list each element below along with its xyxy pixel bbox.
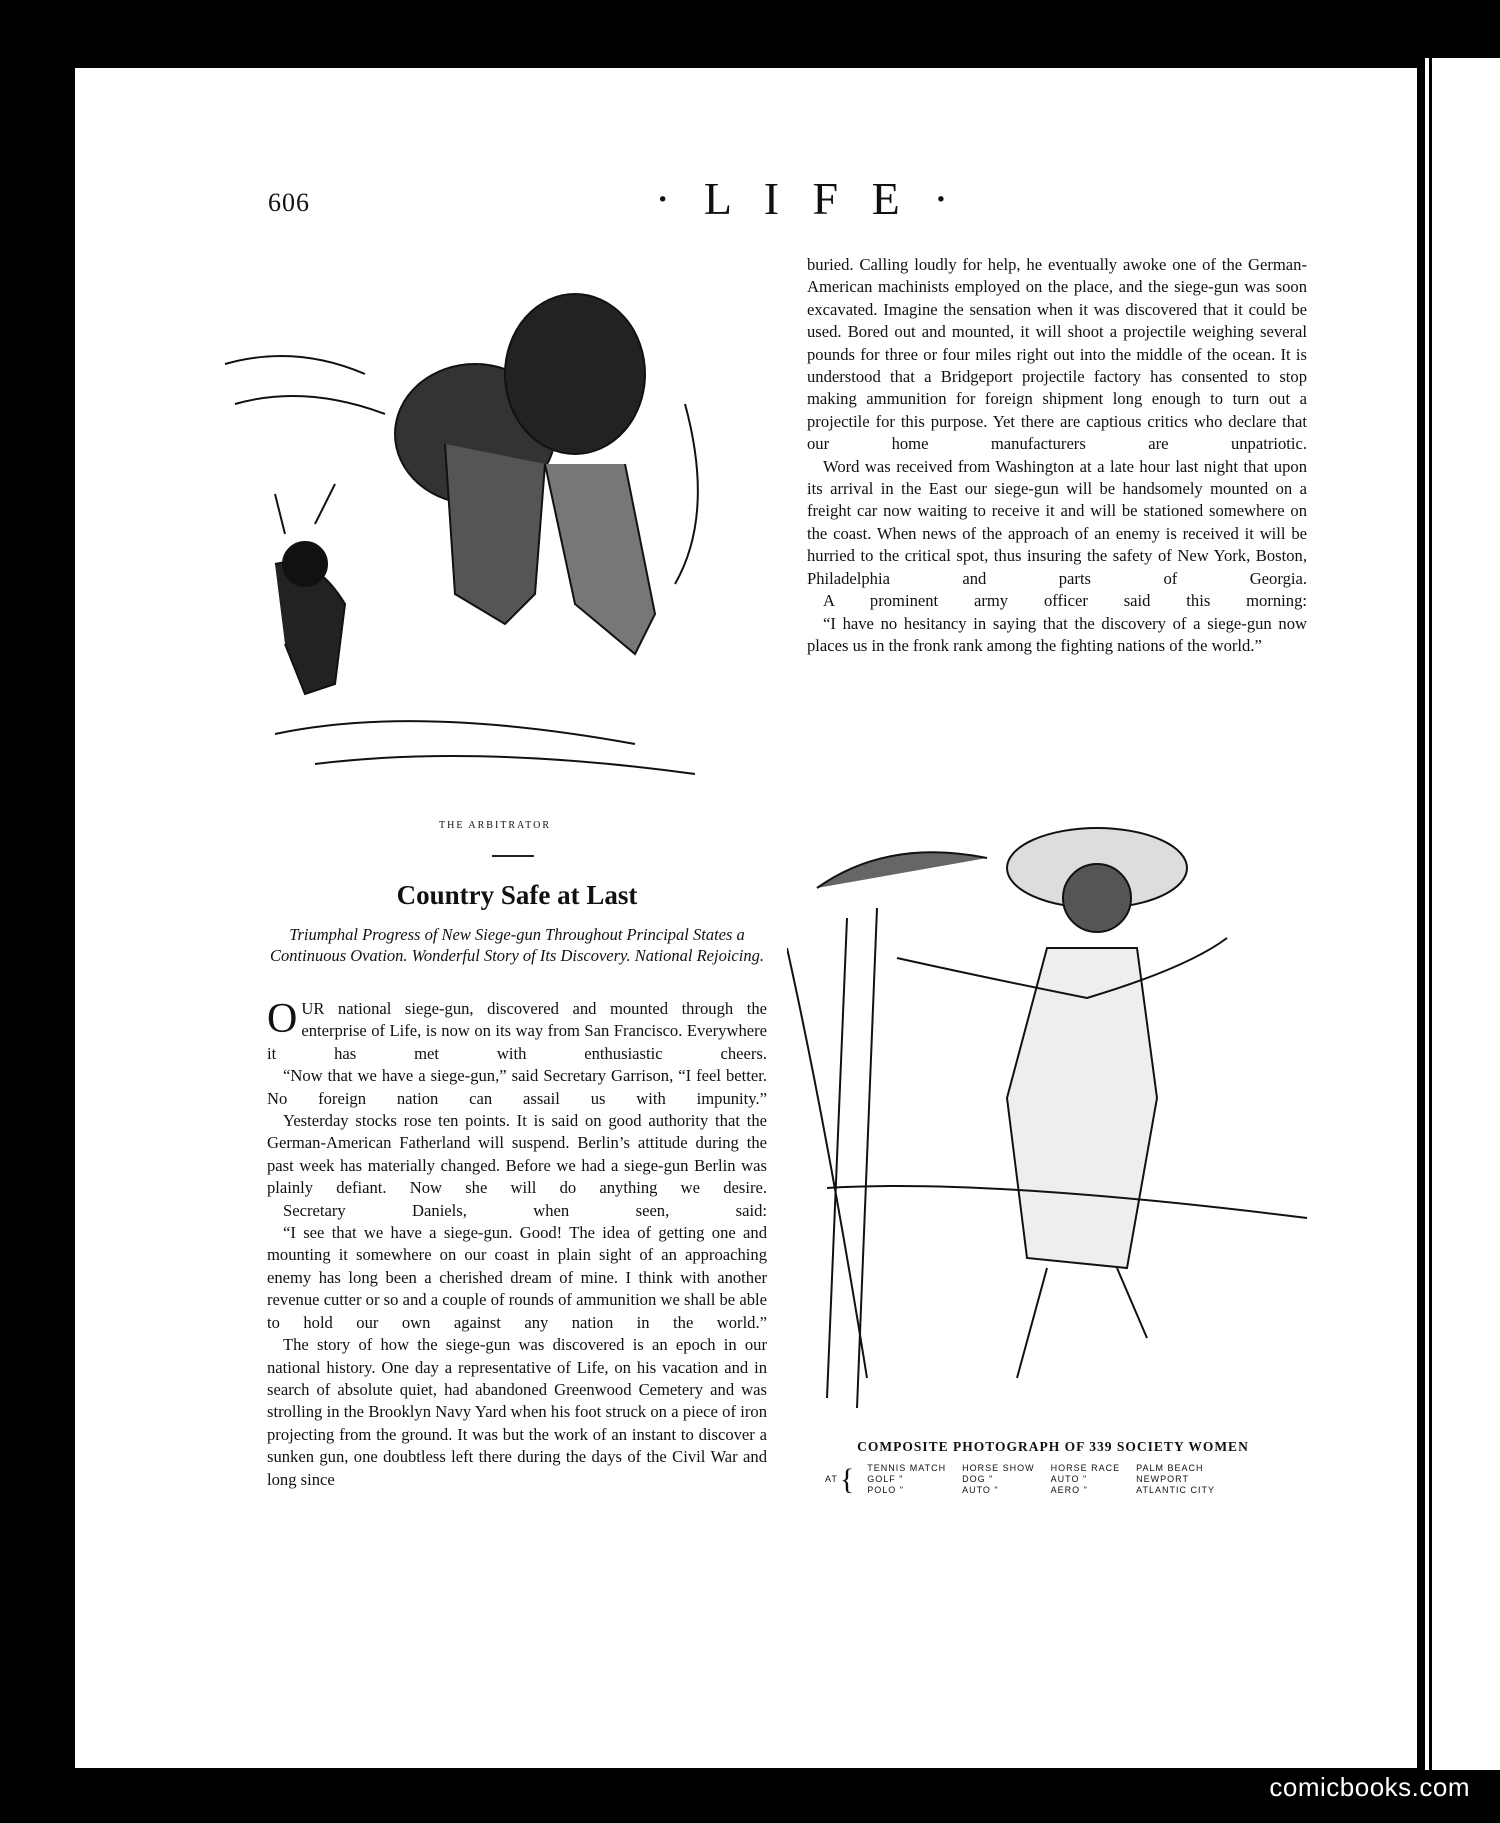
table-cell: POLO " xyxy=(867,1485,904,1495)
article-headline: Country Safe at Last xyxy=(396,880,638,910)
adjacent-page-edge xyxy=(1425,58,1500,1770)
article-paragraph: Yesterday stocks rose ten points. It is said on good authority that the German-American Fatherland will suspend. Berlin’s attitude during the past week has materially changed. Before we had a siege-gun Berlin was plainly defiant. Now she will do anything we desire. xyxy=(267,1111,767,1198)
article-column-right xyxy=(807,254,1307,657)
table-cell: AERO " xyxy=(1050,1485,1088,1495)
drop-cap: O xyxy=(267,996,298,1042)
table-cell: AUTO " xyxy=(962,1485,999,1495)
brace-glyph: { xyxy=(839,1462,856,1496)
table-cell: NEWPORT xyxy=(1136,1474,1189,1484)
at-label: AT xyxy=(825,1474,838,1484)
page-gutter xyxy=(1429,58,1432,1770)
magazine-page xyxy=(75,68,1417,1768)
article-paragraph: “I have no hesitancy in saying that the discovery of a siege-gun now places us in the fronk rank among the fighting nations of the world.” xyxy=(807,613,1307,655)
table-cell: DOG " xyxy=(962,1474,994,1484)
article-paragraph: “Now that we have a siege-gun,” said Secretary Garrison, “I feel better. No foreign nation can assail us with impunity.” xyxy=(267,1066,767,1108)
table-cell: HORSE RACE xyxy=(1050,1463,1121,1473)
site-watermark: comicbooks.com xyxy=(1269,1772,1470,1802)
page-number: 606 xyxy=(268,188,310,217)
masthead: · L I F E · xyxy=(655,173,960,224)
cartoon-caption: THE ARBITRATOR xyxy=(439,820,551,831)
article-column-left xyxy=(267,998,767,1491)
divider-rule xyxy=(492,855,534,857)
table-cell: PALM BEACH xyxy=(1136,1463,1204,1473)
article-paragraph: Secretary Daniels, when seen, said: xyxy=(283,1200,767,1220)
arbitrator-cartoon xyxy=(215,264,745,824)
table-cell: AUTO " xyxy=(1050,1474,1088,1484)
society-caption: COMPOSITE PHOTOGRAPH OF 339 SOCIETY WOMEN xyxy=(857,1439,1249,1454)
table-row xyxy=(817,1463,1223,1474)
events-table xyxy=(817,1463,1223,1496)
article-paragraph: The story of how the siege-gun was discovered is an epoch in our national history. One day a representative of Life, on his vacation and in search of absolute quiet, had abandoned Greenwood Cemetery and was strolling in the Brooklyn Navy Yard when his foot struck on a piece of iron projecting from the ground. It was but the work of an instant to discover a sunken gun, one doubtless left there during the days of the Civil War and long since xyxy=(267,1335,767,1489)
table-cell: ATLANTIC CITY xyxy=(1136,1485,1215,1495)
article-subhead: Triumphal Progress of New Siege-gun Throughout Principal States a Continuous Ovation. Wonderful Story of Its Discovery. National Rejoicing. xyxy=(270,925,764,965)
table-row xyxy=(817,1474,1223,1485)
article-paragraph: OUR national siege-gun, discovered and mounted through the enterprise of Life, is now on its way from San Francisco. Everywhere it has met with enthusiastic cheers. xyxy=(267,996,767,1063)
table-row xyxy=(817,1485,1223,1496)
society-women-illustration xyxy=(787,798,1319,1428)
article-paragraph: A prominent army officer said this morning: xyxy=(823,591,1307,611)
article-paragraph: “I see that we have a siege-gun. Good! The idea of getting one and mounting it somewhere on our coast in plain sight of an approaching enemy has long been a cherished dream of mine. I think with another revenue cutter or so and a couple of rounds of ammunition we shall be able to hold our own against any nation in the world.” xyxy=(267,1223,767,1332)
table-cell: TENNIS MATCH xyxy=(867,1463,947,1473)
article-paragraph: Word was received from Washington at a late hour last night that upon its arrival in the East our siege-gun will be handsomely mounted on a freight car now waiting to receive it and will be stationed somewhere on the coast. When news of the approach of an enemy is received it will be hurried to the critical spot, thus insuring the safety of New York, Boston, Philadelphia and parts of Georgia. xyxy=(807,456,1307,588)
table-cell: GOLF " xyxy=(867,1474,904,1484)
article-paragraph: buried. Calling loudly for help, he eventually awoke one of the German-American machinists employed on the place, and the siege-gun was soon excavated. Imagine the sensation when it was discovered that it could be used. Bored out and mounted, it will shoot a projectile weighing several pounds for three or four miles right out into the middle of the ocean. It is understood that a Bridgeport projectile factory has consented to stop making ammunition for foreign shipment long enough to turn out a projectile for this purpose. Yet there are captious critics who declare that our home manufacturers are unpatriotic. xyxy=(807,255,1307,454)
table-cell: HORSE SHOW xyxy=(962,1463,1035,1473)
